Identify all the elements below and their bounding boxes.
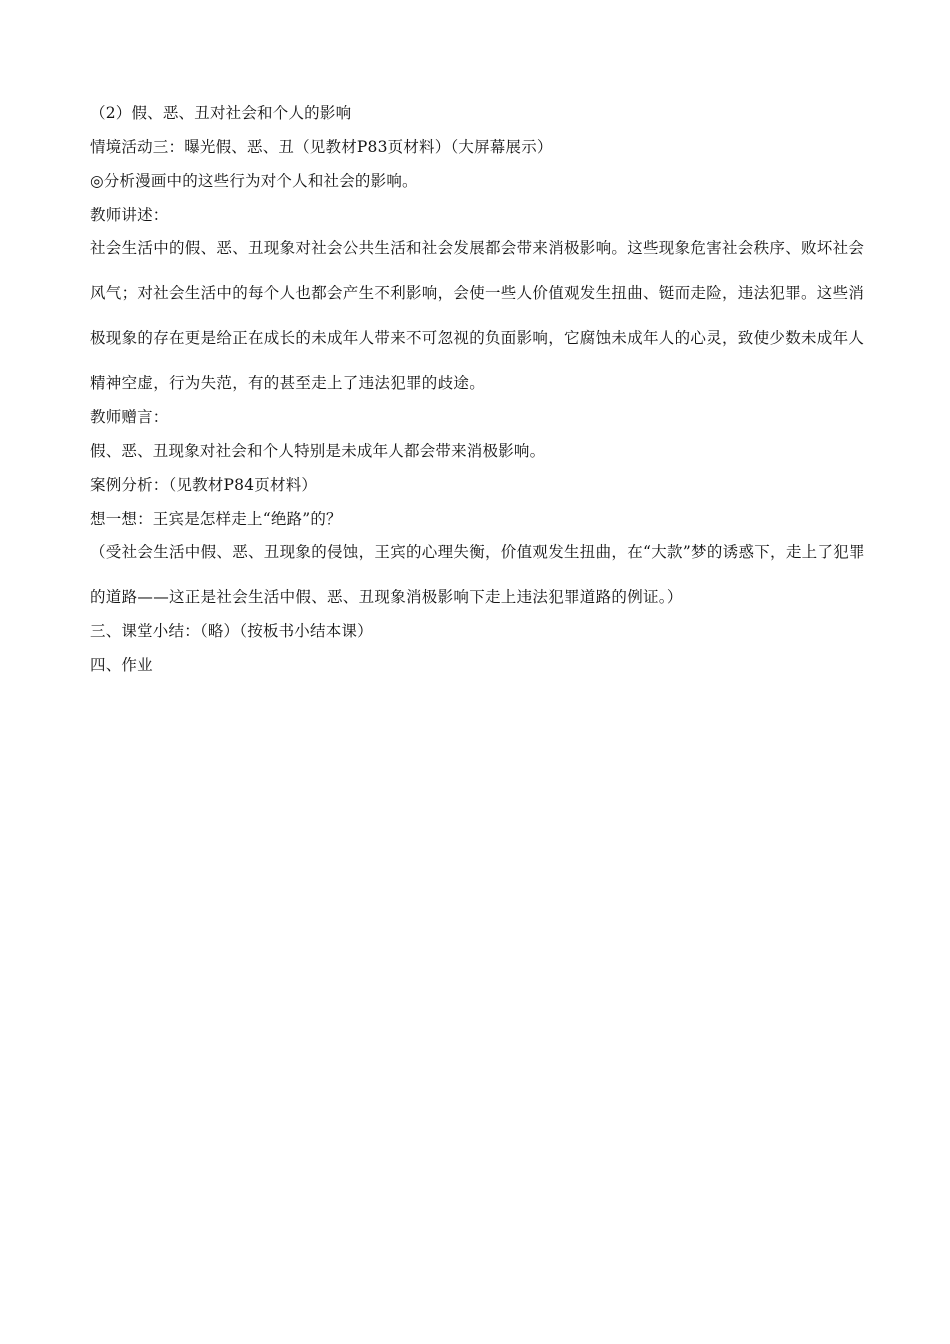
teacher-gift-label: 教师赠言： bbox=[90, 408, 169, 426]
think-question: 想一想：王宾是怎样走上“绝路”的？ bbox=[90, 510, 342, 528]
case-analysis: 案例分析：（见教材P84页材料） bbox=[90, 476, 318, 494]
section-homework: 四、作业 bbox=[90, 656, 153, 674]
section-summary: 三、课堂小结：（略）（按板书小结本课） bbox=[90, 622, 373, 640]
think-answer: （受社会生活中假、恶、丑现象的侵蚀，王宾的心理失衡，价值观发生扭曲，在“大款”梦的诱惑下，走上了犯罪的道路——这正是社会生活中假、恶、丑现象消极影响下走上违法犯罪道路的例证。） bbox=[90, 543, 865, 606]
analysis-prompt: ◎分析漫画中的这些行为对个人和社会的影响。 bbox=[90, 172, 418, 190]
activity-three: 情境活动三：曝光假、恶、丑（见教材P83页材料）（大屏幕展示） bbox=[90, 138, 553, 156]
subheading-impact: （2）假、恶、丑对社会和个人的影响 bbox=[90, 104, 352, 122]
teacher-narration-text: 社会生活中的假、恶、丑现象对社会公共生活和社会发展都会带来消极影响。这些现象危害社会秩序、败坏社会风气；对社会生活中的每个人也都会产生不利影响，会使一些人价值观发生扭曲、铤而走险，违法犯罪。这些消极现象的存在更是给正在成长的未成年人带来不可忽视的负面影响，它腐蚀未成年人的心灵，致使少数未成年人精神空虚，行为失范，有的甚至走上了违法犯罪的歧途。 bbox=[90, 239, 865, 392]
document-body bbox=[90, 96, 865, 682]
teacher-narration-label: 教师讲述： bbox=[90, 206, 169, 224]
teacher-gift-text: 假、恶、丑现象对社会和个人特别是未成年人都会带来消极影响。 bbox=[90, 442, 546, 460]
